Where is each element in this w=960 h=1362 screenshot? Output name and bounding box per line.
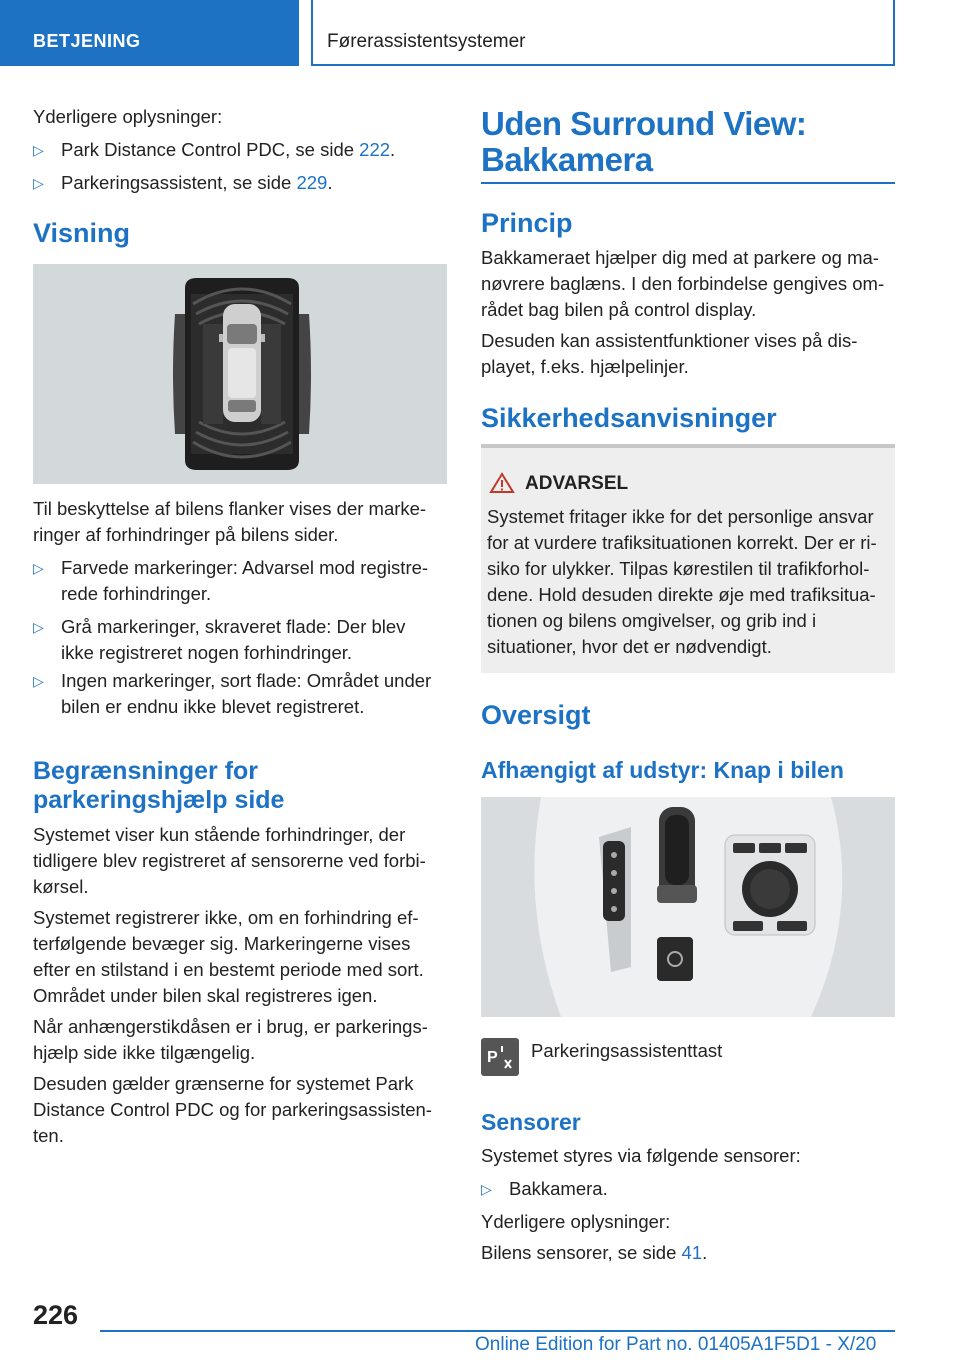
svg-text:P: P	[487, 1049, 498, 1066]
limits-line: terfølgende bevæger sig. Markeringerne vises	[33, 933, 411, 954]
bullet-triangle-icon: ▷	[481, 1181, 492, 1197]
warning-line: situationer, hvor det er nødvendigt.	[487, 636, 772, 657]
princip-line: rådet bag bilen på control display.	[481, 299, 757, 320]
limits-line: ten.	[33, 1125, 64, 1146]
limits-heading-line: parkeringshjælp side	[33, 786, 285, 814]
limits-line: Desuden gælder grænserne for systemet Park	[33, 1073, 414, 1094]
visning-heading: Visning	[33, 218, 131, 248]
page-link[interactable]: 229	[296, 172, 328, 193]
princip-line: nøvrere baglæns. I den forbindelse gengives om-	[481, 273, 885, 294]
page-link[interactable]: 222	[359, 139, 391, 160]
limits-heading-line: Begrænsninger for	[33, 757, 259, 785]
console-illustration	[481, 797, 895, 1017]
visning-text-line: Til beskyttelse af bilens flanker vises der marke-	[33, 498, 427, 519]
page-number: 226	[33, 1300, 79, 1330]
limits-line: kørsel.	[33, 876, 89, 897]
limits-line: Når anhængerstikdåsen er i brug, er parkerings-	[33, 1016, 428, 1037]
page-link[interactable]: 41	[681, 1242, 703, 1263]
page-title-line: Uden Surround View:	[481, 105, 807, 142]
button-caption: Parkeringsassistenttast	[531, 1040, 723, 1061]
bullet-triangle-icon: ▷	[33, 142, 44, 158]
equipment-heading: Afhængigt af udstyr: Knap i bilen	[481, 757, 844, 783]
intro-label: Yderligere oplysninger:	[33, 106, 223, 127]
sensors-heading: Sensorer	[481, 1109, 581, 1135]
warning-line: Systemet fritager ikke for det personlige ansvar	[487, 506, 874, 527]
console-graphic	[481, 797, 895, 1017]
warning-triangle-icon	[489, 472, 515, 494]
limits-line: tidligere blev registreret af sensorerne ved forbi-	[33, 850, 426, 871]
sensors-reference: Bilens sensorer, se side 41.	[481, 1242, 708, 1263]
sensors-text: Systemet styres via følgende sensorer:	[481, 1145, 801, 1166]
warning-box	[481, 444, 895, 673]
chapter-tab	[311, 0, 895, 66]
limits-line: Distance Control PDC og for parkeringsassisten-	[33, 1099, 432, 1120]
footer-divider	[100, 1330, 895, 1332]
limits-line: Systemet registrerer ikke, om en forhindring ef-	[33, 907, 419, 928]
limits-line: Området under bilen skal registreres igen.	[33, 985, 378, 1006]
limits-line: hjælp side ikke tilgængelig.	[33, 1042, 256, 1063]
parking-view-illustration	[33, 264, 447, 484]
parking-assist-button-icon	[481, 1038, 519, 1076]
visning-text-line: ringer af forhindringer på bilens sider.	[33, 524, 339, 545]
bullet-triangle-icon: ▷	[33, 619, 44, 635]
bullet-triangle-icon: ▷	[33, 673, 44, 689]
parking-view-graphic	[33, 264, 447, 484]
page-title-line: Bakkamera	[481, 141, 653, 178]
limits-line: Systemet viser kun stående forhindringer, der	[33, 824, 406, 845]
warning-line: tionen og bilens omgivelser, og grib ind i	[487, 610, 817, 631]
bullet-triangle-icon: ▷	[33, 560, 44, 576]
section-tab	[0, 0, 299, 66]
safety-heading: Sikkerhedsanvisninger	[481, 403, 777, 433]
oversigt-heading: Oversigt	[481, 700, 591, 730]
more-info-label: Yderligere oplysninger:	[481, 1211, 671, 1232]
bullet-triangle-icon: ▷	[33, 175, 44, 191]
warning-line: for at vurdere trafiksituationen korrekt. Der er ri-	[487, 532, 877, 553]
warning-line: siko for ulykker. Tilpas kørestilen til trafikforhol-	[487, 558, 870, 579]
princip-line: Desuden kan assistentfunktioner vises på dis-	[481, 330, 858, 351]
edition-label: Online Edition for Part no. 01405A1F5D1 - X/20	[475, 1334, 877, 1355]
warning-title: ADVARSEL	[525, 473, 629, 494]
warning-line: dene. Hold desuden direkte øje med trafiksitua-	[487, 584, 876, 605]
section-label: BETJENING	[33, 31, 141, 51]
title-divider	[481, 182, 895, 184]
chapter-label: Førerassistentsystemer	[327, 31, 526, 52]
princip-heading: Princip	[481, 208, 573, 238]
limits-line: efter en stilstand i en bestemt periode med sort.	[33, 959, 424, 980]
princip-line: playet, f.eks. hjælpelinjer.	[481, 356, 689, 377]
princip-line: Bakkameraet hjælper dig med at parkere og ma-	[481, 247, 879, 268]
